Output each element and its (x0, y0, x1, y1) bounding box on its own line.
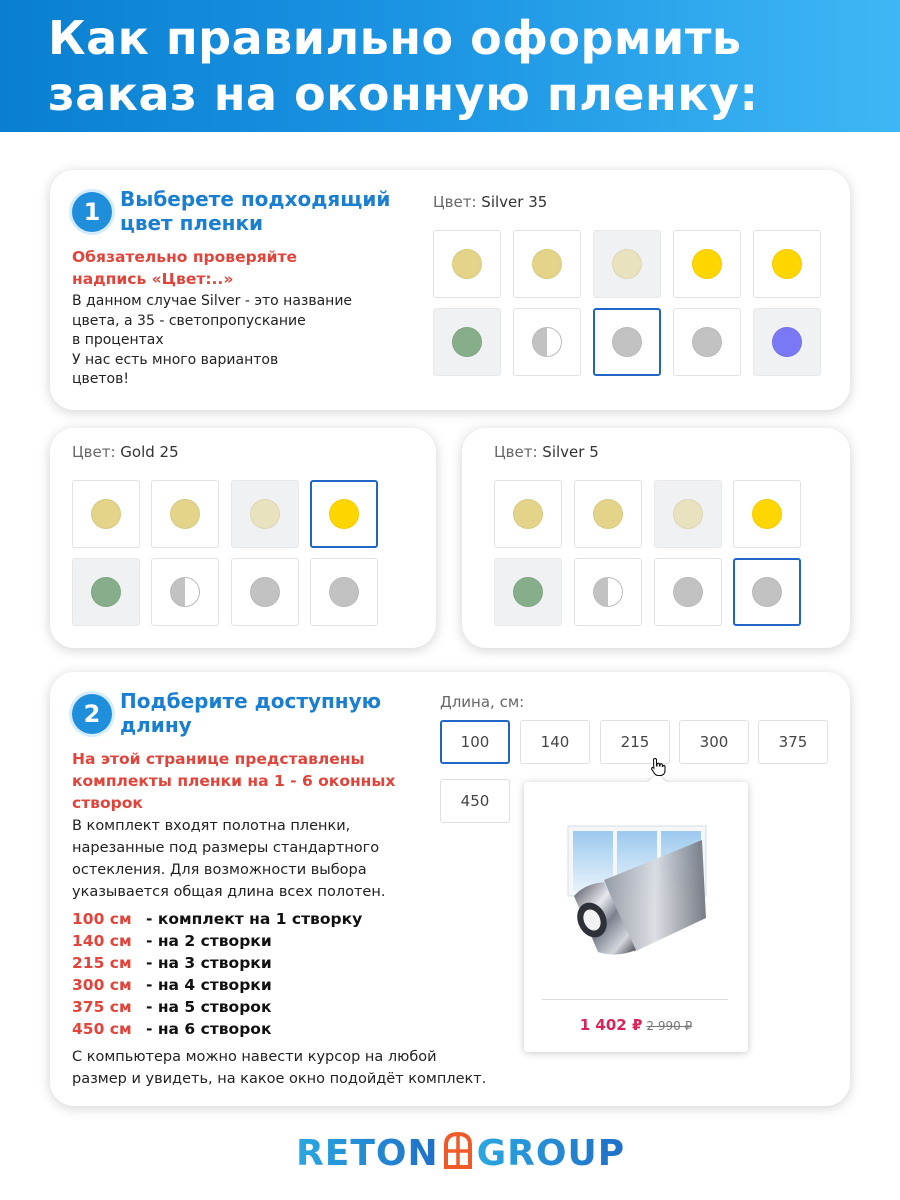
color-dot (692, 327, 722, 357)
color-swatch-light-gold[interactable] (513, 230, 581, 298)
color-swatch-light-gold[interactable] (72, 480, 140, 548)
color-dot (752, 499, 782, 529)
color-swatch-yellow-selected[interactable] (310, 480, 378, 548)
reton-group-logo (296, 1130, 625, 1176)
color-swatch-silver[interactable] (310, 558, 378, 626)
step2-number-badge: 2 (72, 694, 112, 734)
color-label-prefix: Цвет: (494, 443, 538, 461)
color-dot (593, 499, 623, 529)
color-dot (532, 249, 562, 279)
step1-title-line2: цвет пленки (120, 211, 264, 235)
color-swatch-violet[interactable] (753, 308, 821, 376)
length-description: - комплект на 1 створку (146, 910, 363, 928)
length-size: 300 см (72, 976, 132, 994)
color-dot (452, 327, 482, 357)
color-dot (170, 577, 200, 607)
length-list-item (72, 1018, 271, 1040)
color-label-value: Silver 5 (542, 443, 599, 461)
color-dot (772, 249, 802, 279)
color-swatch-light-gold[interactable] (151, 480, 219, 548)
color-swatch-silver-selected[interactable] (593, 308, 661, 376)
color-swatch-green[interactable] (433, 308, 501, 376)
length-list-item (72, 930, 272, 952)
color-dot (329, 499, 359, 529)
window-film-illustration (564, 822, 710, 962)
window-logo-icon (443, 1131, 473, 1169)
color-label-value: Silver 35 (481, 193, 548, 211)
color-swatch-light-gold[interactable] (574, 480, 642, 548)
price-old: 2 990 ₽ (646, 1019, 693, 1033)
color-swatch-half-silver[interactable] (151, 558, 219, 626)
color-swatch-yellow[interactable] (753, 230, 821, 298)
step2-desc-line: нарезанные под размеры стандартного (72, 840, 380, 856)
price-current: 1 402 ₽ (579, 1016, 643, 1034)
length-size: 100 см (72, 910, 132, 928)
silver5-color-label (494, 443, 599, 461)
color-dot (452, 249, 482, 279)
color-swatch-pale-gold[interactable] (654, 480, 722, 548)
color-dot (612, 249, 642, 279)
step1-desc-line: У нас есть много вариантов (72, 351, 279, 368)
length-size: 450 см (72, 1020, 132, 1038)
page-title-line2: заказ на оконную пленку: (48, 67, 759, 121)
length-option-375[interactable]: 375 (758, 720, 828, 764)
length-size: 215 см (72, 954, 132, 972)
color-dot (593, 577, 623, 607)
popup-divider (542, 999, 728, 1000)
color-label-prefix: Цвет: (433, 193, 477, 211)
step2-title-line2: длину (120, 713, 192, 737)
color-dot (532, 327, 562, 357)
color-swatch-green[interactable] (72, 558, 140, 626)
step2-footer-line: размер и увидеть, на какое окно подойдёт комплект. (72, 1071, 487, 1087)
step2-footer-line: С компьютера можно навести курсор на любой (72, 1049, 437, 1065)
length-option-450[interactable]: 450 (440, 779, 510, 823)
page-title (48, 10, 758, 122)
popup-price (524, 1016, 748, 1034)
length-option-100[interactable]: 100 (440, 720, 510, 764)
color-dot (612, 327, 642, 357)
color-swatch-half-silver[interactable] (513, 308, 581, 376)
length-option-300[interactable]: 300 (679, 720, 749, 764)
step1-desc-line: В данном случае Silver - это название (72, 293, 353, 309)
step1-description (72, 292, 352, 390)
step1-color-label (433, 193, 547, 211)
step2-description (72, 815, 385, 903)
color-label-prefix: Цвет: (72, 443, 116, 461)
step2-title-line1: Подберите доступную (120, 689, 382, 713)
color-dot (329, 577, 359, 607)
color-swatch-light-gold[interactable] (494, 480, 562, 548)
length-description: - на 2 створки (146, 932, 272, 950)
length-description: - на 3 створки (146, 954, 272, 972)
color-swatch-yellow[interactable] (673, 230, 741, 298)
color-dot (772, 327, 802, 357)
length-size: 375 см (72, 998, 132, 1016)
color-dot (752, 577, 782, 607)
step2-desc-line: В комплект входят полотна пленки, (72, 818, 351, 834)
color-dot (692, 249, 722, 279)
length-description: - на 5 створок (146, 998, 272, 1016)
color-dot (513, 499, 543, 529)
step2-note (72, 748, 395, 814)
header-banner (0, 0, 900, 132)
length-list-item (72, 996, 271, 1018)
step1-desc-line: цветов! (72, 371, 129, 387)
step1-note-line1: Обязательно проверяйте (72, 248, 297, 266)
step2-desc-line: остекления. Для возможности выбора (72, 862, 367, 878)
logo-text-right: GROUP (476, 1132, 626, 1174)
step1-note (72, 246, 297, 290)
step1-desc-line: в процентах (72, 332, 164, 348)
step2-note-line: створок (72, 794, 143, 812)
step1-desc-line: цвета, а 35 - светопропускание (72, 312, 306, 329)
step1-title-line1: Выберете подходящий (120, 187, 391, 211)
color-swatch-half-silver[interactable] (574, 558, 642, 626)
color-swatch-silver[interactable] (654, 558, 722, 626)
step1-note-line2: надпись «Цвет:..» (72, 270, 234, 288)
length-description: - на 6 створок (146, 1020, 272, 1038)
length-size: 140 см (72, 932, 132, 950)
color-dot (513, 577, 543, 607)
length-option-215[interactable]: 215 (600, 720, 670, 764)
length-description: - на 4 створки (146, 976, 272, 994)
logo-text-left: RETON (296, 1132, 439, 1174)
color-dot (673, 499, 703, 529)
page-title-line1: Как правильно оформить (48, 11, 742, 65)
color-dot (250, 577, 280, 607)
color-dot (91, 577, 121, 607)
color-swatch-yellow[interactable] (733, 480, 801, 548)
step1-number-badge: 1 (72, 192, 112, 232)
length-list-item (72, 974, 272, 996)
color-swatch-silver[interactable] (231, 558, 299, 626)
color-swatch-light-gold[interactable] (433, 230, 501, 298)
color-dot (91, 499, 121, 529)
step1-title (120, 187, 390, 235)
color-swatch-silver-selected[interactable] (733, 558, 801, 626)
step2-note-line: На этой странице представлены (72, 750, 365, 768)
length-label: Длина, см: (440, 693, 525, 711)
step2-desc-line: указывается общая длина всех полотен. (72, 884, 386, 900)
gold25-color-label (72, 443, 179, 461)
color-swatch-pale-gold[interactable] (231, 480, 299, 548)
color-dot (170, 499, 200, 529)
color-swatch-pale-gold[interactable] (593, 230, 661, 298)
color-dot (673, 577, 703, 607)
length-list-item (72, 952, 272, 974)
length-list-item (72, 908, 362, 930)
color-swatch-silver[interactable] (673, 308, 741, 376)
hand-cursor-icon (650, 757, 668, 777)
length-option-140[interactable]: 140 (520, 720, 590, 764)
color-label-value: Gold 25 (120, 443, 179, 461)
color-dot (250, 499, 280, 529)
step2-footer-note (72, 1046, 486, 1090)
color-swatch-green[interactable] (494, 558, 562, 626)
step2-title (120, 689, 381, 737)
step2-note-line: комплекты пленки на 1 - 6 оконных (72, 772, 396, 790)
